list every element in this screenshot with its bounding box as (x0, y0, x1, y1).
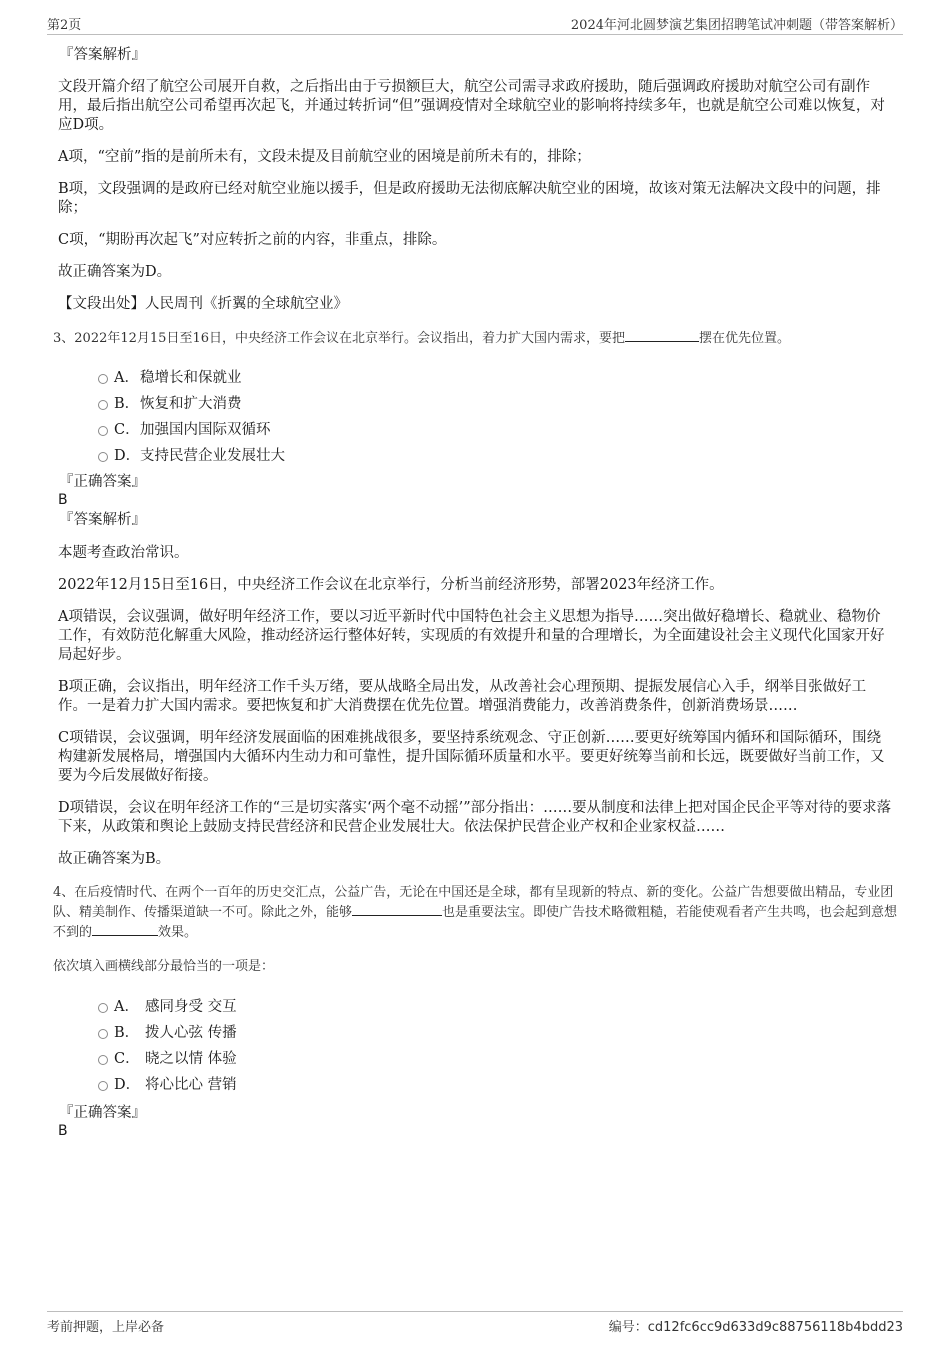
radio-icon[interactable] (98, 452, 108, 462)
q4-blank-1 (352, 903, 442, 916)
q4-option-c[interactable] (58, 1046, 893, 1072)
q4-option-a[interactable] (58, 994, 893, 1020)
option-text: 加强国内国际双循环 (140, 422, 271, 438)
q3-correct-answer: B (58, 492, 68, 508)
q3-stem (53, 329, 898, 349)
q3-analysis-paragraph: 故正确答案为B。 (58, 851, 171, 867)
option-text: 恢复和扩大消费 (140, 396, 242, 412)
q2-analysis-paragraph: C项，“期盼再次起飞”对应转折之前的内容，非重点，排除。 (58, 232, 447, 248)
q3-analysis-paragraph: 本题考查政治常识。 (58, 545, 189, 561)
page-footer (47, 1311, 903, 1334)
q4-option-d[interactable] (58, 1072, 893, 1098)
radio-icon[interactable] (98, 1055, 108, 1065)
q2-analysis-heading: 『答案解析』 (59, 47, 146, 63)
q3-stem-after: 摆在优先位置。 (698, 331, 790, 346)
option-letter: C． (114, 1051, 140, 1067)
option-letter: D． (114, 1077, 141, 1093)
option-text: 稳增长和保就业 (140, 370, 242, 386)
q2-source: 【文段出处】人民周刊《折翼的全球航空业》 (58, 296, 348, 312)
radio-icon[interactable] (98, 426, 108, 436)
q4-correct-heading: 『正确答案』 (59, 1105, 146, 1121)
radio-icon[interactable] (98, 1081, 108, 1091)
option-letter: B． (114, 396, 140, 412)
q3-analysis-paragraph: A项错误，会议强调，做好明年经济工作，要以习近平新时代中国特色社会主义思想为指导……突出做好稳增长、稳就业、稳物价工作，有效防范化解重大风险，推动经济运行整体好转，实现质的有效提升和量的合理增长，为全面建设社会主义现代化国家开好局起好步。 (58, 609, 885, 663)
q3-analysis-paragraph: D项错误，会议在明年经济工作的“三是切实落实‘两个毫不动摇’”部分指出：……要从制度和法律上把对国企民企平等对待的要求落下来，从政策和舆论上鼓励支持民营经济和民营企业发展壮大。依法保护民营企业产权和企业家权益…… (58, 800, 892, 835)
q3-analysis-paragraph: B项正确，会议指出，明年经济工作千头万绪，要从战略全局出发，从改善社会心理预期、提振发展信心入手，纲举目张做好工作。一是着力扩大国内需求。要把恢复和扩大消费摆在优先位置。增强消费能力，改善消费条件，创新消费场景…… (58, 679, 867, 714)
page-header (47, 14, 903, 35)
option-text: 感同身受 交互 (145, 999, 237, 1015)
q4-instruction: 依次填入画横线部分最恰当的一项是： (53, 959, 275, 974)
q3-option-c[interactable] (58, 417, 893, 443)
document-code (609, 1316, 903, 1335)
q4-stem-part3: 效果。 (158, 925, 198, 940)
radio-icon[interactable] (98, 374, 108, 384)
q2-analysis-paragraph: 故正确答案为D。 (58, 264, 172, 280)
option-letter: A． (114, 999, 139, 1015)
q3-analysis-paragraph: C项错误，会议强调，明年经济发展面临的困难挑战很多，要坚持系统观念、守正创新……要更好统筹国内循环和国际循环，围绕构建新发展格局，增强国内大循环内生动力和可靠性，提升国际循环质量和水平。要更好统筹当前和长远，既要做好当前工作，又要为今后发展做好衔接。 (58, 730, 885, 784)
code-label: 编号： (608, 1320, 648, 1335)
q4-options (58, 994, 893, 1098)
document-title: 2024年河北圆梦演艺集团招聘笔试冲刺题（带答案解析） (570, 18, 903, 33)
option-text: 支持民营企业发展壮大 (140, 448, 285, 464)
radio-icon[interactable] (98, 400, 108, 410)
page-content (53, 46, 898, 1140)
q4-blank-2 (92, 923, 158, 936)
footer-slogan: 考前押题，上岸必备 (47, 1320, 165, 1335)
q3-stem-before: 3、2022年12月15日至16日，中央经济工作会议在北京举行。会议指出，着力扩大国内需求，要把 (53, 331, 625, 346)
q3-blank (625, 329, 699, 342)
option-letter: C． (114, 422, 140, 438)
q4-stem-part1: 4、在后疫情时代、在两个一百年的历史交汇点，公益广告，无论在中国还是全球，都有呈现新的特点、新的变化。公益广告想要做出精品，专业团队、精美制作、传播渠道缺一不可。除此之外，能够 (53, 885, 894, 920)
q2-analysis-paragraph: 文段开篇介绍了航空公司展开自救，之后指出由于亏损额巨大，航空公司需寻求政府援助，随后强调政府援助对航空公司有副作用，最后指出航空公司希望再次起飞，并通过转折词“但”强调疫情对全球航空业的影响将持续多年，也就是航空公司难以恢复，对应D项。 (58, 79, 885, 133)
option-letter: D． (114, 448, 141, 464)
option-text: 将心比心 营销 (145, 1077, 237, 1093)
code-value: cd12fc6cc9d633d9c88756118b4bdd23 (647, 1320, 903, 1335)
q3-option-d[interactable] (58, 443, 893, 469)
q4-option-b[interactable] (58, 1020, 893, 1046)
q4-stem-part2: 也是重要法宝。即使广告技术略微粗糙，若能使观看者产生共鸣，也会起到意想不到的 (53, 905, 898, 940)
option-letter: A． (114, 370, 139, 386)
q4-correct-answer: B (58, 1123, 68, 1139)
option-letter: B． (114, 1025, 140, 1041)
q4-stem (53, 883, 898, 943)
option-text: 晓之以情 体验 (145, 1051, 237, 1067)
q3-option-a[interactable] (58, 365, 893, 391)
q2-analysis-paragraph: A项，“空前”指的是前所未有，文段未提及目前航空业的困境是前所未有的，排除； (58, 149, 591, 165)
option-text: 拨人心弦 传播 (145, 1025, 237, 1041)
radio-icon[interactable] (98, 1003, 108, 1013)
radio-icon[interactable] (98, 1029, 108, 1039)
page-number: 第2页 (47, 18, 82, 33)
q2-analysis-paragraph: B项，文段强调的是政府已经对航空业施以援手，但是政府援助无法彻底解决航空业的困境，故该对策无法解决文段中的问题，排除； (58, 181, 881, 216)
q3-options (58, 365, 893, 469)
q3-option-b[interactable] (58, 391, 893, 417)
q3-correct-heading: 『正确答案』 (59, 474, 146, 490)
q3-analysis-paragraph: 2022年12月15日至16日，中央经济工作会议在北京举行，分析当前经济形势，部署2023年经济工作。 (58, 577, 724, 593)
q3-analysis-heading: 『答案解析』 (59, 512, 146, 528)
